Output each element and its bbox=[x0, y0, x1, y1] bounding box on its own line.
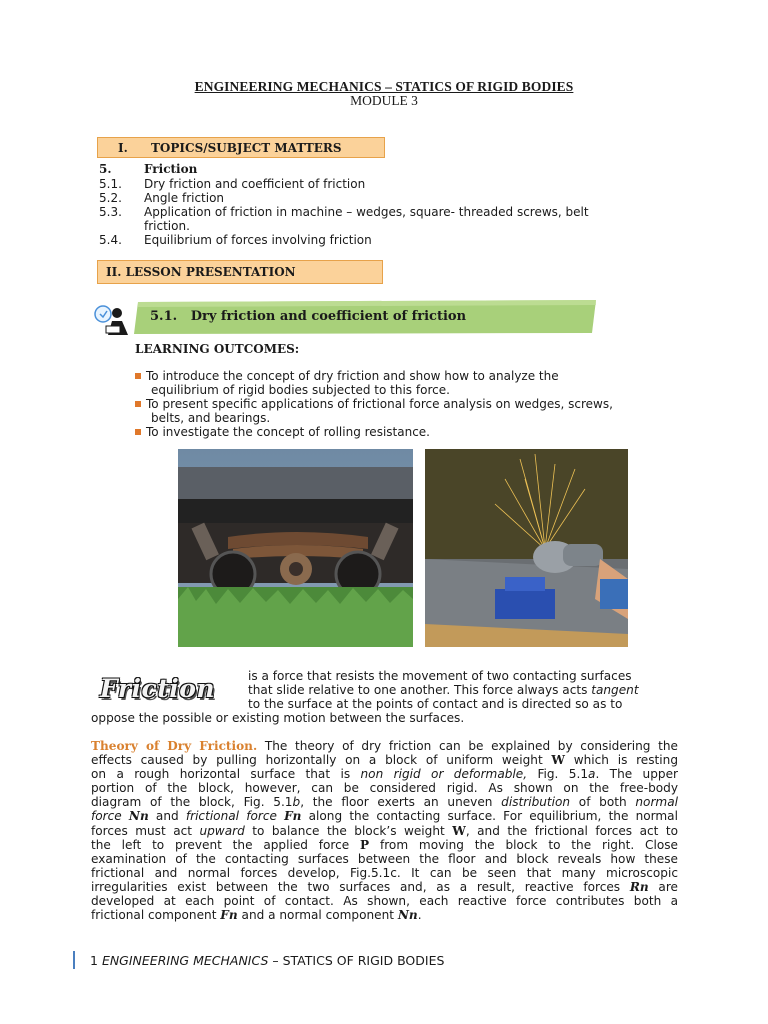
page-number: 1 bbox=[90, 953, 98, 968]
section-lesson-header bbox=[97, 260, 383, 284]
topic-text: Equilibrium of forces involving friction bbox=[144, 233, 372, 247]
bullet-icon bbox=[135, 429, 141, 435]
definition-line: is a force that resists the movement of two contacting surfaces bbox=[248, 669, 632, 683]
bullet-icon bbox=[135, 401, 141, 407]
emphasis-text: tangent bbox=[591, 683, 639, 698]
paragraph-line: the left to prevent the applied force P from moving the block to the right. Close bbox=[91, 837, 678, 852]
outcome-text: belts, and bearings. bbox=[151, 411, 271, 425]
outcome-item bbox=[135, 425, 695, 439]
section-number: I. bbox=[118, 141, 128, 155]
paragraph-line: frictional and normal forces develop, Fig.5.1c. It can be seen that many microscopic bbox=[91, 865, 678, 880]
friction-definition-last: oppose the possible or existing motion between the surfaces. bbox=[91, 711, 465, 725]
paragraph-line: Theory of Dry Friction. The theory of dry friction can be explained by considering the bbox=[91, 739, 678, 753]
topic-number: 5.4. bbox=[99, 233, 122, 247]
outcome-text: To introduce the concept of dry friction and show how to analyze the bbox=[146, 369, 559, 383]
banner-number: 5.1. bbox=[150, 309, 178, 324]
topic-text: Friction bbox=[144, 162, 198, 176]
paragraph-line: examination of the contacting surfaces between the floor and block reveals how these bbox=[91, 851, 678, 866]
section-topics-header bbox=[97, 137, 385, 158]
banner-label: Dry friction and coefficient of friction bbox=[190, 309, 467, 324]
document-title: ENGINEERING MECHANICS – STATICS OF RIGID BODIES bbox=[194, 79, 574, 94]
student-reading-icon bbox=[92, 301, 132, 337]
paragraph-line: on a rough horizontal surface that is non rigid or deformable, Fig. 5.1a. The upper bbox=[91, 767, 678, 782]
topic-number: 5. bbox=[99, 162, 112, 176]
topic-number: 5.3. bbox=[99, 205, 122, 219]
footer-divider bbox=[73, 951, 75, 969]
friction-definition bbox=[248, 669, 678, 711]
paragraph-line: effects caused by pulling horizontally on a block of uniform weight W which is resting bbox=[91, 753, 678, 768]
train-suspension-photo bbox=[178, 449, 413, 647]
definition-line: to the surface at the points of contact and is directed so as to bbox=[248, 697, 623, 712]
paragraph-line: force Nn and frictional force Fn along the contacting surface. For equilibrium, the normal bbox=[91, 809, 678, 824]
outcome-item bbox=[135, 369, 695, 397]
paragraph-line: irregularities exist between the two surfaces and, as a result, reactive forces Rn are bbox=[91, 879, 678, 894]
section-title: II. LESSON PRESENTATION bbox=[106, 265, 296, 279]
paragraph-line: forces must act upward to balance the block’s weight W, and the frictional forces act to bbox=[91, 823, 678, 838]
bullet-icon bbox=[135, 373, 141, 379]
theory-heading: Theory of Dry Friction. bbox=[91, 739, 258, 753]
friction-logo: Friction bbox=[100, 674, 216, 703]
topic-number: 5.1. bbox=[99, 177, 122, 191]
section-title: TOPICS/SUBJECT MATTERS bbox=[151, 141, 342, 155]
paragraph-line: developed at each point of contact. As shown, each reactive force contributes both a bbox=[91, 894, 678, 909]
module-label: MODULE 3 bbox=[350, 93, 418, 108]
outcome-text: To investigate the concept of rolling resistance. bbox=[146, 425, 430, 439]
banner-title bbox=[150, 309, 466, 324]
outcome-text: To present specific applications of frictional force analysis on wedges, screws, bbox=[146, 397, 613, 411]
footer-course: ENGINEERING MECHANICS bbox=[101, 953, 269, 968]
learning-outcomes-title: LEARNING OUTCOMES: bbox=[135, 342, 300, 356]
paragraph-line: diagram of the block, Fig. 5.1b, the floor exerts an uneven distribution of both normal bbox=[91, 795, 678, 810]
topic-number: 5.2. bbox=[99, 191, 122, 205]
topic-text: Angle friction bbox=[144, 191, 225, 205]
outcome-item bbox=[135, 397, 695, 425]
definition-line: that slide relative to one another. This force always acts bbox=[248, 683, 592, 698]
paragraph-line: portion of the block, however, can be considered rigid. As shown on the free-body bbox=[91, 781, 678, 796]
grinder-sparks-photo bbox=[425, 449, 628, 647]
theory-paragraph bbox=[91, 739, 678, 922]
paragraph-line: frictional component Fn and a normal component Nn. bbox=[91, 908, 422, 923]
topic-text: Dry friction and coefficient of friction bbox=[144, 177, 366, 191]
page-footer bbox=[90, 953, 444, 968]
topic-text: friction. bbox=[144, 219, 190, 233]
outcome-text: equilibrium of rigid bodies subjected to this force. bbox=[151, 383, 450, 397]
footer-subtitle: – STATICS OF RIGID BODIES bbox=[268, 953, 445, 968]
topic-text: Application of friction in machine – wedges, square- threaded screws, belt bbox=[144, 205, 589, 219]
